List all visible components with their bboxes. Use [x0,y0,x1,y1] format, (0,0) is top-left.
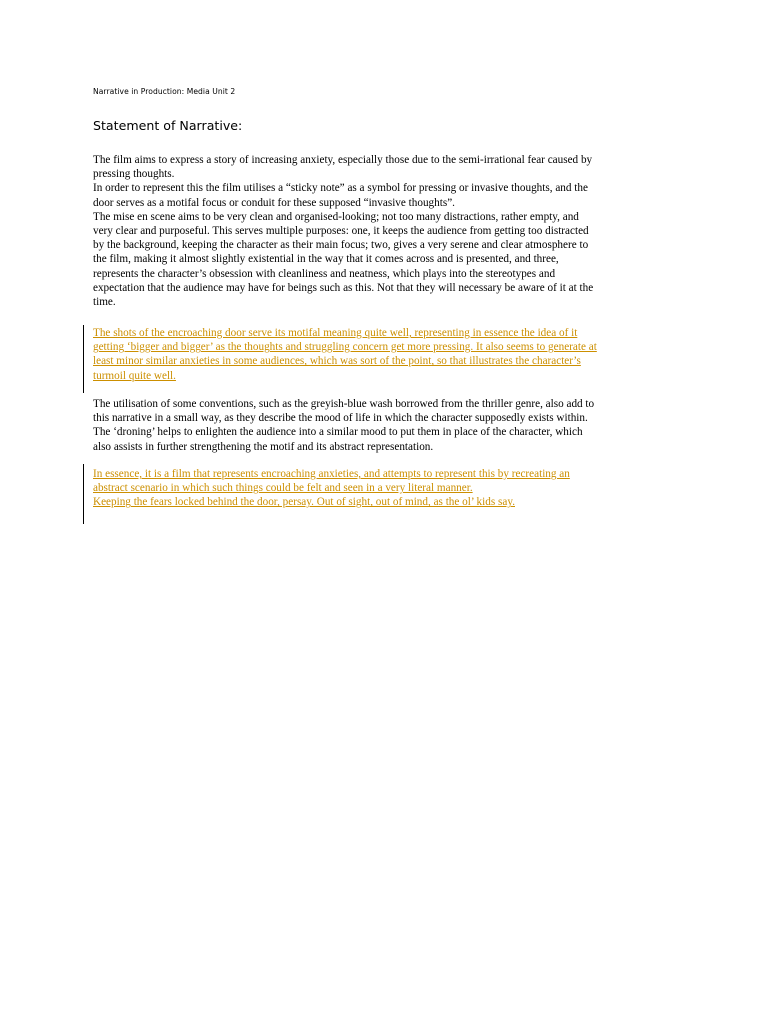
text-line: The film aims to express a story of increasing anxiety, especially those due to the semi-irrational fear caused by [93,154,593,166]
text-line [93,467,683,481]
text-line: In order to represent this the film utilises a “sticky note” as a symbol for pressing or invasive thoughts, and the [93,182,588,195]
change-bar [83,464,84,524]
text-line [93,354,683,368]
text-line [93,340,683,354]
paragraph-conventions [93,397,683,454]
paragraph-tracked-insertion [93,326,683,383]
text-line: represents the character’s obsession with cleanliness and neatness, which plays into the stereotypes and [93,267,556,280]
paragraph-statement [93,153,683,309]
text-line: very clear and purposeful. This serves multiple purposes: one, it keeps the audience from getting too distracted [93,225,589,238]
text-line: The mise en scene aims to be very clean and organised-looking; not too many distractions, rather empty, and [93,210,579,223]
inserted-text: least minor similar anxieties in some audiences, which was sort of the point, so that illustrates the character’s [93,355,581,368]
text-line: by the background, keeping the character as their main focus; two, gives a very serene and clear atmosphere to [93,239,589,252]
section-heading: Statement of Narrative: [93,118,243,133]
text-line: The utilisation of some conventions, such as the greyish-blue wash borrowed from the thriller genre, also add to [93,398,595,410]
text-line [93,369,683,383]
text-line: pressing thoughts. [93,168,175,181]
change-bar [83,325,84,393]
text-line: the film, making it almost slightly existential in the way that it comes across and is presented, and three, [93,253,559,266]
text-line [93,481,683,495]
text-line [93,326,683,340]
inserted-text: The shots of the encroaching door serve its motifal meaning quite well, representing in essence the idea of it [93,327,578,339]
text-line [93,495,683,509]
inserted-text: turmoil quite well. [93,369,176,382]
inserted-text: abstract scenario in which such things could be felt and seen in a very literal manner. [93,482,473,495]
text-line: time. [93,296,116,309]
text-line: The ‘droning’ helps to enlighten the audience into a similar mood to put them in place of the character, which [93,426,583,439]
text-line: also assists in further strengthening the motif and its abstract representation. [93,440,434,453]
text-line: this narrative in a small way, as they describe the mood of life in which the character supposedly exists within. [93,412,588,425]
text-line: door serves as a motifal focus or conduit for these supposed “invasive thoughts”. [93,196,455,209]
document-header: Narrative in Production: Media Unit 2 [93,87,236,96]
text-line: expectation that the audience may have for beings such as this. Not that they will necessary be aware of it at the [93,281,594,294]
inserted-text: In essence, it is a film that represents encroaching anxieties, and attempts to represent this by recreating an [93,468,570,480]
inserted-text: Keeping the fears locked behind the door, persay. Out of sight, out of mind, as the ol’ kids say. [93,496,515,509]
inserted-text: getting ‘bigger and bigger’ as the thoughts and struggling concern get more pressing. It also seems to generate at [93,341,597,354]
paragraph-tracked-conclusion [93,467,683,510]
